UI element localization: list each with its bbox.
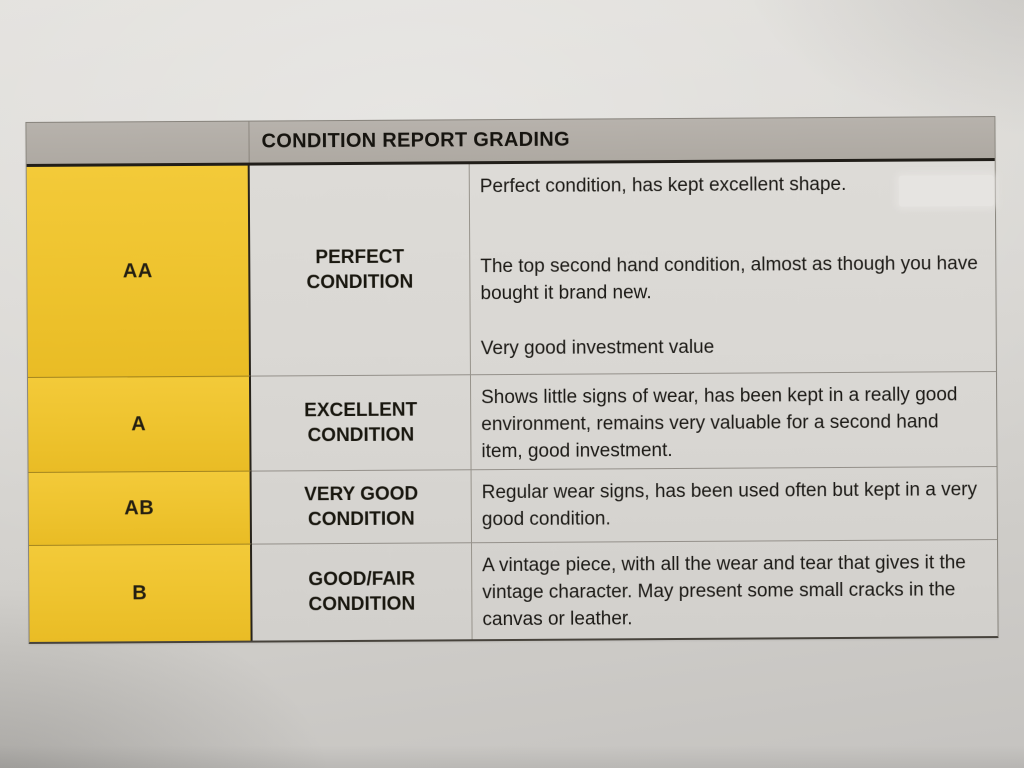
description-paragraph: A vintage piece, with all the wear and tear that gives it the vintage character. May present some small cracks in the canvas or leather. (482, 552, 966, 631)
condition-name: PERFECT CONDITION (306, 246, 414, 294)
condition-name: VERY GOOD CONDITION (304, 483, 419, 531)
grade-code: AA (122, 259, 153, 282)
condition-name-cell (251, 374, 472, 470)
condition-name-cell (250, 164, 471, 375)
table-title: CONDITION REPORT GRADING (261, 128, 570, 153)
grade-code: A (131, 412, 147, 435)
condition-grading-table (25, 116, 998, 644)
description-cell (471, 371, 997, 469)
description-paragraph: Regular wear signs, has been used often but kept in a very good condition. (481, 479, 978, 531)
description-cell (472, 539, 998, 639)
condition-name-cell (252, 469, 472, 543)
correction-fluid-patch (899, 175, 994, 207)
table-row-a (28, 371, 997, 472)
description-cell (472, 466, 997, 542)
header-empty-cell (26, 122, 249, 164)
table-header-row (26, 117, 994, 167)
condition-name: EXCELLENT CONDITION (304, 399, 418, 447)
description-paragraph: Very good investment value (480, 336, 715, 360)
condition-name-cell (252, 542, 473, 640)
grade-cell (28, 376, 252, 472)
description-paragraph: Shows little signs of wear, has been kept in a really good environment, remains very valuable for a second hand item, good investment. (481, 384, 958, 463)
table-row-ab (29, 466, 997, 545)
grade-cell (29, 471, 252, 545)
table-row-aa (27, 161, 996, 377)
description-paragraph: The top second hand condition, almost as though you have bought it brand new. (480, 253, 978, 305)
header-title-cell (249, 117, 994, 163)
grade-code: B (132, 581, 148, 604)
condition-name: GOOD/FAIR CONDITION (308, 568, 416, 616)
grade-cell (29, 544, 253, 642)
description-paragraph: Perfect condition, has kept excellent shape. (479, 173, 847, 198)
table-row-b (29, 539, 998, 642)
grade-cell (27, 166, 251, 377)
grade-code: AB (124, 496, 155, 519)
